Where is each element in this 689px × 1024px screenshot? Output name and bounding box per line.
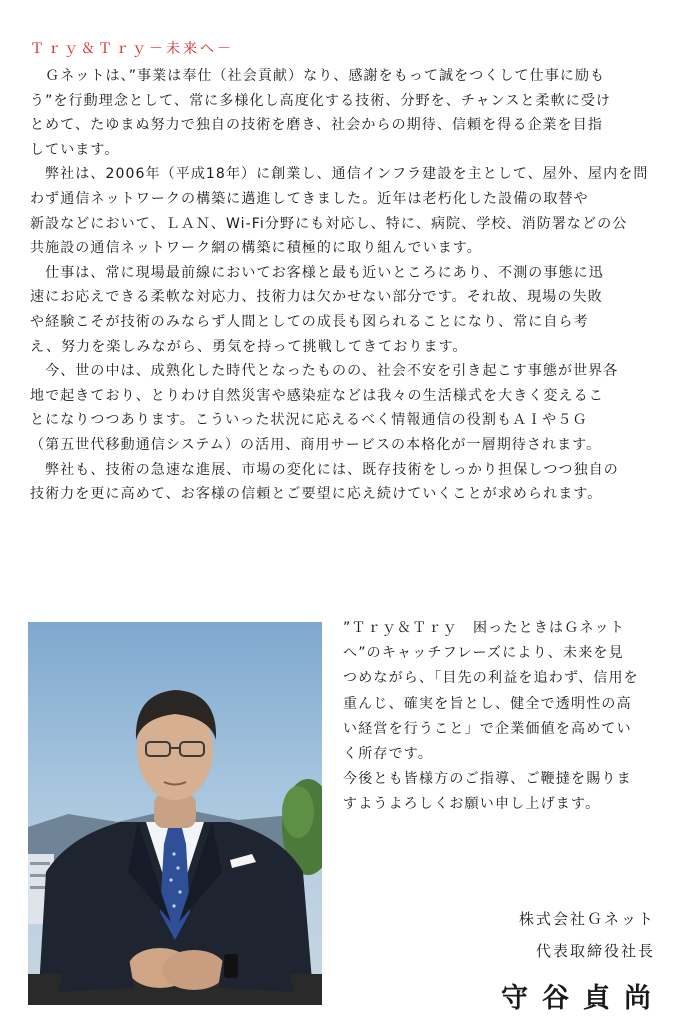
text-line: 今後とも皆様方のご指導、ご鞭撻を賜りま	[343, 771, 632, 788]
signature-name: 守谷貞尚	[501, 983, 665, 1014]
signature-role: 代表取締役社長	[535, 942, 655, 960]
text-line: つめながら、「目先の利益を追わず、信用を	[343, 670, 639, 687]
text-line: 弊社も、技術の急速な進展、市場の変化には、既存技術をしっかり担保しつつ独自の	[30, 461, 619, 478]
text-line: や経験こそが技術のみならず人間としての成長も図られることになり、常に自ら考	[30, 313, 589, 330]
text-line: （第五世代移動通信システム）の活用、商用サービスの本格化が一層期待されます。	[30, 436, 602, 453]
text-line: 地で起きており、とりわけ自然災害や感染症などは我々の生活様式を大きく変えるこ	[30, 387, 604, 404]
text-line: 共施設の通信ネットワーク網の構築に積極的に取り組んでいます。	[30, 240, 482, 257]
president-photo	[28, 622, 322, 1005]
page-title: Ｔｒｙ＆Ｔｒｙ－未来へ－	[30, 41, 234, 57]
text-line: へ”のキャッチフレーズにより、未来を見	[343, 645, 624, 662]
text-line: 速にお応えできる柔軟な対応力、技術力は欠かせない部分です。それ故、現場の失敗	[30, 289, 603, 306]
text-line: う”を行動理念として、常に多様化し高度化する技術、分野を、チャンスと柔軟に受け	[30, 92, 612, 109]
text-line: わず通信ネットワークの構築に邁進してきました。近年は老朽化した設備の取替や	[30, 190, 589, 207]
text-line: とめて、たゆまぬ努力で独自の技術を磨き、社会からの期待、信頼を得る企業を目指	[30, 117, 603, 134]
signature-company: 株式会社Ｇネット	[518, 910, 655, 928]
text-line: 今、世の中は、成熟化した時代となったものの、社会不安を引き起こす事態が世界各	[30, 363, 619, 380]
text-line: い経営を行うこと」で企業価値を高めてい	[343, 720, 632, 737]
text-line: 新設などにおいて、ＬＡＮ、Wi-Fi分野にも対応し、特に、病院、学校、消防署などの公	[30, 215, 628, 232]
text-line: すようよろしくお願い申し上げます。	[343, 796, 601, 813]
text-line: 弊社は、2006年（平成18年）に創業し、通信インフラ建設を主として、屋外、屋内を問	[30, 166, 649, 183]
text-line: 仕事は、常に現場最前線においてお客様と最も近いところにあり、不測の事態に迅	[30, 264, 604, 281]
closing-text	[343, 616, 665, 818]
text-line: Ｇネットは、”事業は奉仕（社会貢献）なり、感謝をもって誠をつくして仕事に励も	[30, 68, 606, 84]
intro-text	[30, 64, 662, 507]
text-line: く所存です。	[343, 745, 434, 762]
text-line: 重んじ、確実を旨とし、健全で透明性の高	[343, 695, 632, 712]
text-line: とになりつつあります。こういった状況に応えるべく情報通信の役割もＡＩや５Ｇ	[30, 412, 588, 429]
text-line: しています。	[30, 141, 120, 158]
text-line: 技術力を更に高めて、お客様の信頼とご要望に応え続けていくことが求められます。	[30, 486, 603, 503]
text-line: え、努力を楽しみながら、勇気を持って挑戦してきております。	[30, 338, 468, 355]
text-line: ”Ｔｒｙ＆Ｔｒｙ 困ったときはＧネット	[343, 620, 626, 636]
